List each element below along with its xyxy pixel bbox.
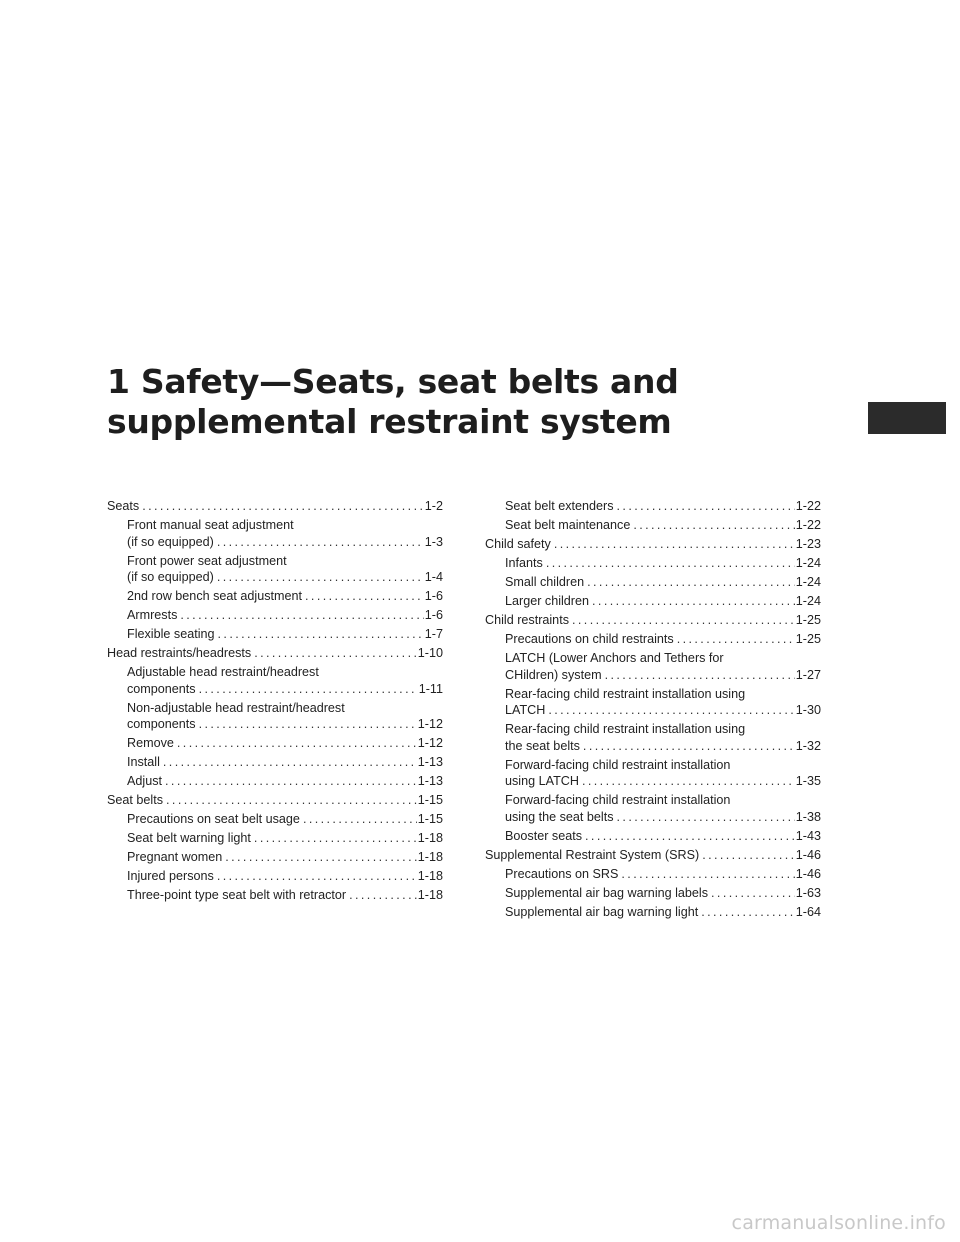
- toc-entry-row: [127, 607, 443, 624]
- toc-dot-leader: [587, 574, 795, 591]
- chapter-title-line-1: 1 Safety—Seats, seat belts and: [107, 362, 679, 401]
- toc-page-number: 1-13: [417, 755, 443, 769]
- toc-entry-row: [127, 569, 443, 586]
- toc-dot-leader: [617, 498, 795, 515]
- toc-entry[interactable]: [107, 887, 443, 904]
- toc-entry[interactable]: [485, 686, 821, 719]
- toc-dot-leader: [677, 631, 795, 648]
- toc-entry[interactable]: [107, 498, 443, 515]
- toc-dot-leader: [546, 555, 795, 572]
- toc-entry-title: Small children: [505, 575, 585, 589]
- toc-entry-row: [485, 612, 821, 629]
- toc-entry[interactable]: [107, 754, 443, 771]
- toc-entry-row: [505, 773, 821, 790]
- toc-dot-leader: [702, 847, 795, 864]
- toc-page-number: 1-4: [424, 570, 443, 584]
- toc-entry[interactable]: [485, 631, 821, 648]
- toc-entry[interactable]: [485, 555, 821, 572]
- toc-page-number: 1-10: [417, 646, 443, 660]
- toc-dot-leader: [217, 534, 424, 551]
- toc-entry-title-line: Non-adjustable head restraint/headrest: [127, 700, 345, 715]
- toc-entry-row: [127, 534, 443, 551]
- toc-entry-row: [127, 681, 443, 698]
- toc-dot-leader: [303, 811, 417, 828]
- toc-entry[interactable]: [107, 607, 443, 624]
- toc-entry-title-line: Forward-facing child restraint installation: [505, 793, 731, 807]
- toc-page-number: 1-18: [417, 888, 443, 902]
- toc-dot-leader: [305, 588, 424, 605]
- toc-entry[interactable]: [107, 553, 443, 586]
- toc-entry[interactable]: [485, 828, 821, 845]
- toc-dot-leader: [166, 792, 417, 809]
- toc-entry-row: [127, 588, 443, 605]
- toc-dot-leader: [177, 735, 417, 752]
- toc-page-number: 1-18: [417, 850, 443, 864]
- toc-page-number: 1-12: [417, 717, 443, 731]
- toc-entry[interactable]: [485, 498, 821, 515]
- toc-entry-title: using LATCH: [505, 774, 579, 788]
- toc-dot-leader: [583, 738, 795, 755]
- toc-page-number: 1-22: [795, 499, 821, 513]
- toc-entry-row: [107, 498, 443, 515]
- toc-entry-row: [107, 645, 443, 662]
- toc-entry-row: [127, 830, 443, 847]
- toc-page-number: 1-15: [417, 812, 443, 826]
- toc-entry-row: [127, 868, 443, 885]
- toc-page-number: 1-18: [417, 869, 443, 883]
- toc-entry[interactable]: [485, 517, 821, 534]
- toc-dot-leader: [163, 754, 417, 771]
- toc-entry-row: [505, 702, 821, 719]
- toc-dot-leader: [582, 773, 795, 790]
- toc-entry-title: Install: [127, 755, 160, 769]
- toc-dot-leader: [165, 773, 417, 790]
- toc-page-number: 1-3: [424, 534, 443, 549]
- toc-entry-row: [505, 593, 821, 610]
- toc-entry-title: components: [127, 681, 196, 696]
- toc-dot-leader: [217, 868, 417, 885]
- toc-column-left: [107, 498, 443, 906]
- toc-dot-leader: [548, 702, 794, 719]
- toc-entry-row: [505, 738, 821, 755]
- toc-dot-leader: [701, 904, 795, 921]
- toc-dot-leader: [633, 517, 794, 534]
- toc-page-number: 1-24: [795, 594, 821, 608]
- toc-entry-title-line: Rear-facing child restraint installation using: [505, 722, 746, 736]
- toc-entry[interactable]: [107, 626, 443, 643]
- toc-dot-leader: [199, 681, 418, 698]
- toc-entry[interactable]: [485, 847, 821, 864]
- toc-page-number: 1-6: [424, 589, 443, 603]
- toc-entry-title: Injured persons: [127, 869, 214, 883]
- toc-entry-title: LATCH: [505, 703, 546, 717]
- toc-entry[interactable]: [485, 650, 821, 683]
- toc-entry[interactable]: [485, 904, 821, 921]
- toc-dot-leader: [605, 667, 795, 684]
- toc-entry-row: [505, 631, 821, 648]
- toc-entry-row: [127, 716, 443, 733]
- toc-entry-row: [505, 866, 821, 883]
- toc-entry[interactable]: [485, 574, 821, 591]
- toc-entry-title: Booster seats: [505, 828, 583, 843]
- toc-dot-leader: [254, 830, 417, 847]
- toc-entry-row: [505, 885, 821, 902]
- toc-entry-title: Child restraints: [485, 613, 569, 627]
- toc-page-number: 1-30: [795, 703, 821, 717]
- toc-entry[interactable]: [485, 885, 821, 902]
- toc-entry-title: Remove: [127, 736, 174, 750]
- toc-dot-leader: [572, 612, 795, 629]
- toc-page-number: 1-22: [795, 518, 821, 532]
- toc-dot-leader: [218, 626, 424, 643]
- toc-dot-leader: [180, 607, 423, 624]
- toc-dot-leader: [554, 536, 795, 553]
- toc-entry-row: [127, 773, 443, 790]
- toc-page-number: 1-2: [424, 499, 443, 513]
- toc-entry-title-line: Adjustable head restraint/headrest: [127, 665, 319, 679]
- toc-column-right: [485, 498, 821, 923]
- toc-entry-row: [505, 498, 821, 515]
- toc-entry-title: Precautions on SRS: [505, 866, 619, 881]
- toc-dot-leader: [217, 569, 424, 586]
- toc-dot-leader: [142, 498, 424, 515]
- chapter-title: [107, 362, 747, 442]
- toc-entry-row: [505, 517, 821, 534]
- toc-page-number: 1-25: [795, 632, 821, 646]
- toc-entry-row: [127, 754, 443, 771]
- toc-page-number: 1-43: [795, 828, 821, 843]
- toc-page-number: 1-6: [424, 608, 443, 622]
- toc-entry-title: Supplemental air bag warning light: [505, 904, 699, 919]
- toc-entry-row: [505, 904, 821, 921]
- toc-entry-row: [505, 809, 821, 826]
- chapter-tab-marker: [868, 402, 946, 434]
- toc-dot-leader: [585, 828, 795, 845]
- toc-entry-title-line: Front power seat adjustment: [127, 553, 287, 568]
- toc-entry-row: [127, 811, 443, 828]
- toc-entry[interactable]: [107, 830, 443, 847]
- toc-entry-title: Flexible seating: [127, 627, 215, 641]
- toc-entry-title: Armrests: [127, 608, 178, 622]
- toc-dot-leader: [621, 866, 794, 883]
- toc-page-number: 1-38: [795, 809, 821, 824]
- toc-entry-title: Supplemental air bag warning labels: [505, 885, 709, 900]
- toc-entry-title: Pregnant women: [127, 850, 223, 864]
- toc-page-number: 1-12: [417, 736, 443, 750]
- toc-entry-title: 2nd row bench seat adjustment: [127, 589, 303, 603]
- toc-dot-leader: [711, 885, 795, 902]
- toc-entry[interactable]: [107, 792, 443, 809]
- toc-entry[interactable]: [107, 700, 443, 733]
- toc-entry-title: Child safety: [485, 537, 551, 551]
- toc-page-number: 1-64: [795, 904, 821, 919]
- toc-entry-row: [107, 792, 443, 809]
- toc-entry-row: [485, 847, 821, 864]
- toc-entry-row: [485, 536, 821, 553]
- toc-dot-leader: [592, 593, 795, 610]
- toc-entry-title: Seat belts: [107, 793, 164, 807]
- toc-entry-title: Head restraints/headrests: [107, 646, 252, 660]
- toc-entry-title: Three-point type seat belt with retractor: [127, 888, 347, 902]
- toc-entry[interactable]: [107, 811, 443, 828]
- toc-entry[interactable]: [485, 866, 821, 883]
- toc-page-number: 1-7: [424, 627, 443, 641]
- toc-page-number: 1-27: [795, 667, 821, 682]
- toc-page-number: 1-24: [795, 556, 821, 570]
- toc-entry-row: [127, 735, 443, 752]
- toc-entry-row: [505, 828, 821, 845]
- toc-page-number: 1-15: [417, 793, 443, 807]
- toc-entry[interactable]: [107, 868, 443, 885]
- watermark: carmanualsonline.info: [731, 1212, 946, 1234]
- toc-entry-title: (if so equipped): [127, 570, 214, 584]
- toc-entry-row: [127, 849, 443, 866]
- toc-entry-title: Infants: [505, 556, 543, 570]
- toc-page-number: 1-46: [795, 866, 821, 881]
- toc-page-number: 1-11: [418, 681, 443, 696]
- toc-entry[interactable]: [485, 593, 821, 610]
- toc-entry-title: Seats: [107, 499, 140, 513]
- toc-entry-title-line: LATCH (Lower Anchors and Tethers for: [505, 651, 724, 665]
- toc-entry[interactable]: [107, 664, 443, 697]
- toc-entry-title: Seat belt warning light: [127, 831, 251, 845]
- toc-entry-title: components: [127, 717, 196, 731]
- toc-entry[interactable]: [485, 536, 821, 553]
- toc-entry[interactable]: [485, 757, 821, 790]
- toc-entry-row: [505, 555, 821, 572]
- toc-page-number: 1-24: [795, 575, 821, 589]
- toc-dot-leader: [254, 645, 417, 662]
- toc-entry[interactable]: [107, 645, 443, 662]
- toc-entry-title: CHildren) system: [505, 667, 602, 682]
- toc-entry[interactable]: [107, 588, 443, 605]
- toc-entry-title: (if so equipped): [127, 534, 214, 549]
- toc-entry[interactable]: [107, 517, 443, 550]
- toc-entry-title: Seat belt maintenance: [505, 518, 631, 532]
- toc-entry[interactable]: [107, 849, 443, 866]
- toc-dot-leader: [349, 887, 417, 904]
- toc-page-number: 1-23: [795, 537, 821, 551]
- toc-entry-row: [505, 574, 821, 591]
- toc-entry-title: Precautions on seat belt usage: [127, 812, 300, 826]
- toc-entry[interactable]: [485, 721, 821, 754]
- chapter-title-line-2: supplemental restraint system: [107, 402, 672, 441]
- toc-entry[interactable]: [485, 792, 821, 825]
- toc-entry-title: the seat belts: [505, 738, 580, 753]
- toc-page-number: 1-13: [417, 774, 443, 788]
- toc-page-number: 1-35: [795, 774, 821, 788]
- toc-entry-row: [127, 626, 443, 643]
- toc-entry[interactable]: [107, 773, 443, 790]
- toc-entry-title-line: Forward-facing child restraint installation: [505, 757, 731, 772]
- toc-entry-title: using the seat belts: [505, 809, 614, 824]
- toc-page-number: 1-18: [417, 831, 443, 845]
- toc-entry-row: [505, 667, 821, 684]
- toc-dot-leader: [199, 716, 417, 733]
- toc-entry-row: [127, 887, 443, 904]
- toc-entry[interactable]: [485, 612, 821, 629]
- toc-entry-title: Seat belt extenders: [505, 499, 614, 513]
- toc-dot-leader: [617, 809, 795, 826]
- toc-entry-title: Larger children: [505, 594, 590, 608]
- toc-entry[interactable]: [107, 735, 443, 752]
- toc-page-number: 1-32: [795, 738, 821, 753]
- toc-dot-leader: [225, 849, 417, 866]
- toc-entry-title: Adjust: [127, 774, 163, 788]
- toc-page-number: 1-25: [795, 613, 821, 627]
- toc-entry-title: Precautions on child restraints: [505, 632, 674, 646]
- toc-entry-title-line: Front manual seat adjustment: [127, 518, 294, 532]
- toc-entry-title-line: Rear-facing child restraint installation using: [505, 686, 746, 701]
- toc-entry-title: Supplemental Restraint System (SRS): [485, 847, 700, 862]
- toc-page-number: 1-46: [795, 847, 821, 862]
- toc-page-number: 1-63: [795, 885, 821, 900]
